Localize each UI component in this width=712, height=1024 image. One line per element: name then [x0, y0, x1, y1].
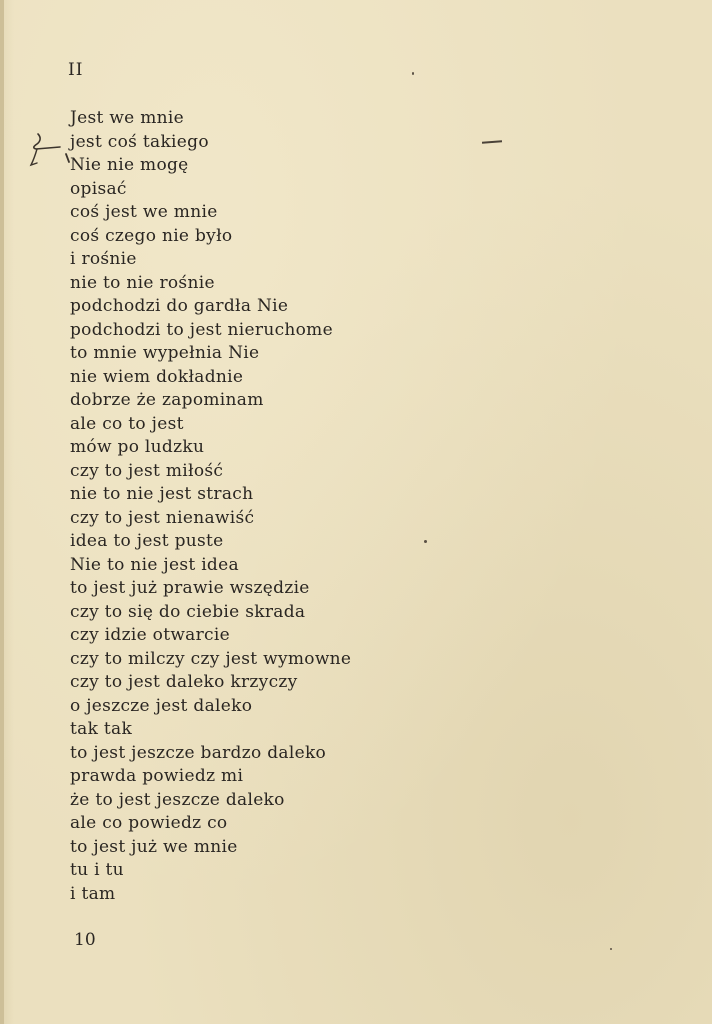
poem-line: i rośnie [70, 249, 137, 269]
poem-line: to jest jeszcze bardzo daleko [70, 742, 327, 763]
poem-line: czy to jest miłość [70, 460, 224, 481]
page-number: 10 [74, 930, 96, 950]
poem-line: tu i tu [70, 860, 124, 880]
poem-line: Nie to nie jest idea [70, 554, 239, 575]
poem-line: ale co powiedz co [70, 813, 228, 833]
poem-line: nie to nie rośnie [70, 272, 215, 293]
poem-line: czy to milczy czy jest wymowne [70, 648, 352, 669]
poem-line: to jest już we mnie [70, 836, 238, 857]
poem-line: Nie nie mogę [70, 155, 189, 175]
poem-line: mów po ludzku [70, 437, 205, 457]
poem-line: podchodzi do gardła Nie [70, 296, 289, 316]
poem-line: coś czego nie było [70, 225, 233, 246]
poem [70, 107, 351, 906]
paper-speck [412, 72, 414, 75]
poem-line: dobrze że zapominam [70, 390, 264, 410]
poem-line: i tam [70, 883, 116, 904]
section-number: II [68, 60, 84, 80]
poem-line: Jest we mnie [70, 108, 185, 128]
poem-line: nie to nie jest strach [70, 484, 254, 504]
poem-line: że to jest jeszcze daleko [70, 789, 285, 810]
poem-line: idea to jest puste [70, 531, 224, 551]
poem-line: opisać [70, 178, 127, 199]
poem-line: tak tak [70, 719, 133, 739]
handwritten-pencil-mark [30, 132, 70, 176]
poem-line: czy to jest nienawiść [70, 507, 255, 528]
poem-line: czy to jest daleko krzyczy [70, 672, 298, 692]
poem-line: to jest już prawie wszędzie [70, 578, 310, 598]
poem-line: nie wiem dokładnie [70, 366, 244, 387]
poem-line: podchodzi to jest nieruchome [70, 319, 333, 340]
paper-speck [610, 948, 612, 950]
stray-pencil-dash [482, 140, 502, 143]
poem-line: o jeszcze jest daleko [70, 695, 253, 716]
page-edge [0, 0, 4, 1024]
poem-line: prawda powiedz mi [70, 766, 244, 786]
poem-line: jest coś takiego [70, 131, 209, 152]
poem-line: czy to się do ciebie skrada [70, 601, 306, 622]
poem-line: to mnie wypełnia Nie [70, 343, 260, 363]
paper-speck [424, 540, 427, 543]
poem-line: coś jest we mnie [70, 202, 218, 222]
poem-line: ale co to jest [70, 413, 184, 434]
poem-line: czy idzie otwarcie [70, 625, 230, 645]
